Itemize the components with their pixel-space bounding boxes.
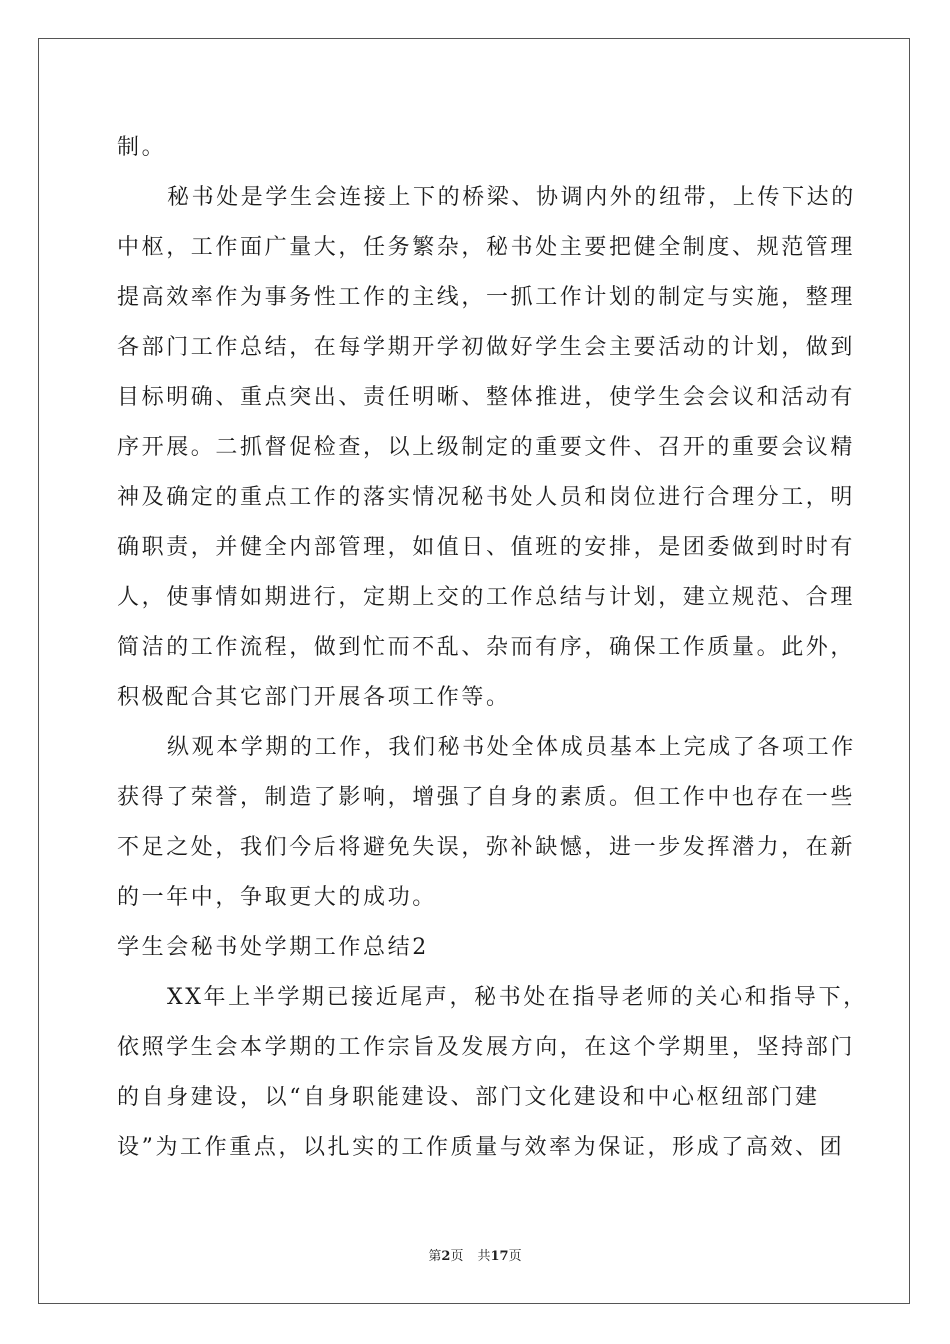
- section-heading: 学生会秘书处学期工作总结2: [117, 935, 429, 960]
- text-line: 中枢，工作面广量大，任务繁杂，秘书处主要把健全制度、规范管理: [117, 235, 856, 260]
- text-line: 简洁的工作流程，做到忙而不乱、杂而有序，确保工作质量。此外，: [117, 635, 856, 660]
- page-suffix: 页: [450, 1249, 464, 1264]
- text-line: 神及确定的重点工作的落实情况秘书处人员和岗位进行合理分工，明: [117, 485, 856, 510]
- total-prefix: 共: [477, 1249, 491, 1264]
- text-line: 设”为工作重点，以扎实的工作质量与效率为保证，形成了高效、团: [117, 1135, 845, 1160]
- text-line: 制。: [117, 135, 167, 160]
- text-line: 获得了荣誉，制造了影响，增强了自身的素质。但工作中也存在一些: [117, 785, 856, 810]
- text-line: 的自身建设，以“自身职能建设、部门文化建设和中心枢纽部门建: [117, 1085, 820, 1110]
- total-page-count: 17: [490, 1249, 509, 1264]
- document-body: [117, 128, 868, 1178]
- text-line: 人，使事情如期进行，定期上交的工作总结与计划，建立规范、合理: [117, 585, 856, 610]
- text-line: 的一年中，争取更大的成功。: [117, 885, 437, 910]
- page-prefix: 第: [428, 1249, 442, 1264]
- text-line: 确职责，并健全内部管理，如值日、值班的安排，是团委做到时时有: [117, 535, 856, 560]
- total-suffix: 页: [508, 1249, 522, 1264]
- text-line: 目标明确、重点突出、责任明晰、整体推进，使学生会会议和活动有: [117, 385, 856, 410]
- text-line: 依照学生会本学期的工作宗旨及发展方向，在这个学期里，坚持部门: [117, 1035, 856, 1060]
- text-line: 提高效率作为事务性工作的主线，一抓工作计划的制定与实施，整理: [117, 285, 856, 310]
- paragraph-start-line: 秘书处是学生会连接上下的桥梁、协调内外的纽带，上传下达的: [167, 185, 856, 210]
- text-line: 不足之处，我们今后将避免失误，弥补缺憾，进一步发挥潜力，在新: [117, 835, 856, 860]
- text-line: 各部门工作总结，在每学期开学初做好学生会主要活动的计划，做到: [117, 335, 856, 360]
- text-line: 序开展。二抓督促检查，以上级制定的重要文件、召开的重要会议精: [117, 435, 856, 460]
- text-line: 积极配合其它部门开展各项工作等。: [117, 685, 511, 710]
- paragraph-start-line: XX年上半学期已接近尾声，秘书处在指导老师的关心和指导下，: [167, 985, 868, 1010]
- current-page-number: 2: [441, 1249, 451, 1264]
- paragraph-start-line: 纵观本学期的工作，我们秘书处全体成员基本上完成了各项工作: [167, 735, 856, 760]
- page-footer: [0, 1245, 950, 1264]
